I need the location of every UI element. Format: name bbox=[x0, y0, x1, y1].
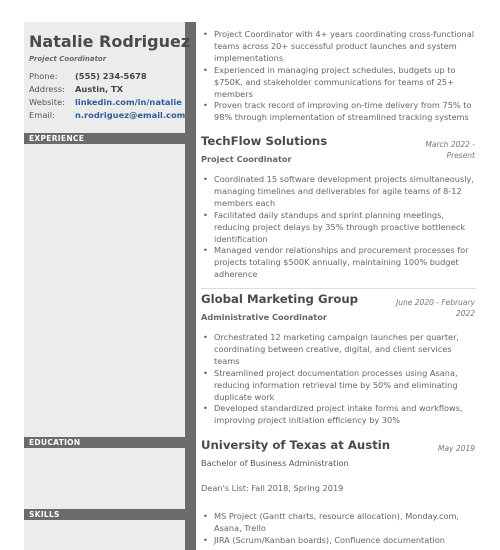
section-skills: SKILLS bbox=[24, 509, 185, 520]
skills-list bbox=[201, 511, 476, 547]
list-item: • Managed vendor relationships and procurement processes for projects totaling $500K annually, maintaining 100% budget adherence bbox=[201, 245, 476, 281]
section-experience: EXPERIENCE bbox=[24, 133, 185, 144]
candidate-role: Project Coordinator bbox=[29, 55, 107, 63]
job-title: Project Coordinator bbox=[201, 154, 292, 164]
list-item: • Experienced in managing project schedules, budgets up to $750K, and stakeholder communications for teams of 25+ members bbox=[201, 65, 476, 101]
job-company: TechFlow Solutions bbox=[201, 134, 328, 148]
column-divider bbox=[185, 22, 196, 550]
contact-address bbox=[29, 84, 123, 94]
job-title: Administrative Coordinator bbox=[201, 312, 327, 322]
list-item: • Streamlined project documentation processes using Asana, reducing information retrieval time by 50% and eliminating duplicate work bbox=[201, 368, 476, 404]
list-item: • Proven track record of improving on-time delivery from 75% to 98% through implementation of streamlined tracking systems bbox=[201, 100, 476, 124]
list-item: • Facilitated daily standups and sprint planning meetings, reducing project delays by 35% through proactive bottleneck identification bbox=[201, 210, 476, 246]
contact-email bbox=[29, 110, 185, 120]
job-bullets bbox=[201, 174, 476, 281]
job-date: June 2020 - February 2022 bbox=[396, 298, 475, 318]
contact-label: Email: bbox=[29, 110, 55, 120]
website-link[interactable]: linkedin.com/in/natalie bbox=[75, 97, 182, 107]
candidate-name: Natalie Rodriguez bbox=[29, 32, 191, 51]
list-item: • Developed standardized project intake forms and workflows, improving project initiation efficiency by 30% bbox=[201, 403, 476, 427]
job-separator bbox=[201, 288, 476, 289]
contact-label: Website: bbox=[29, 97, 65, 107]
job-date: March 2022 - Present bbox=[425, 140, 475, 160]
list-item: • JIRA (Scrum/Kanban boards), Confluence documentation bbox=[201, 535, 476, 547]
contact-website bbox=[29, 97, 182, 107]
list-item: • Orchestrated 12 marketing campaign launches per quarter, coordinating between creative, digital, and client services teams bbox=[201, 332, 476, 368]
education-school: University of Texas at Austin bbox=[201, 438, 391, 452]
list-item: • Project Coordinator with 4+ years coordinating cross-functional teams across 20+ successful product launches and system implementations bbox=[201, 29, 476, 65]
education-degree: Bachelor of Business Administration bbox=[201, 458, 349, 468]
email-link[interactable]: n.rodriguez@email.com bbox=[75, 110, 186, 120]
summary-list bbox=[201, 29, 476, 124]
contact-phone bbox=[29, 71, 147, 81]
job-company: Global Marketing Group bbox=[201, 292, 359, 306]
education-honors: Dean's List: Fall 2018, Spring 2019 bbox=[201, 483, 344, 493]
education-date: May 2019 bbox=[438, 444, 475, 453]
list-item: • MS Project (Gantt charts, resource allocation), Monday.com, Asana, Trello bbox=[201, 511, 476, 535]
phone-value: (555) 234-5678 bbox=[75, 71, 147, 81]
job-bullets bbox=[201, 332, 476, 427]
contact-label: Phone: bbox=[29, 71, 58, 81]
list-item: • Coordinated 15 software development projects simultaneously, managing timelines and deliverables for agile teams of 8-12 members each bbox=[201, 174, 476, 210]
address-value: Austin, TX bbox=[75, 84, 124, 94]
contact-label: Address: bbox=[29, 84, 65, 94]
section-education: EDUCATION bbox=[24, 437, 185, 448]
